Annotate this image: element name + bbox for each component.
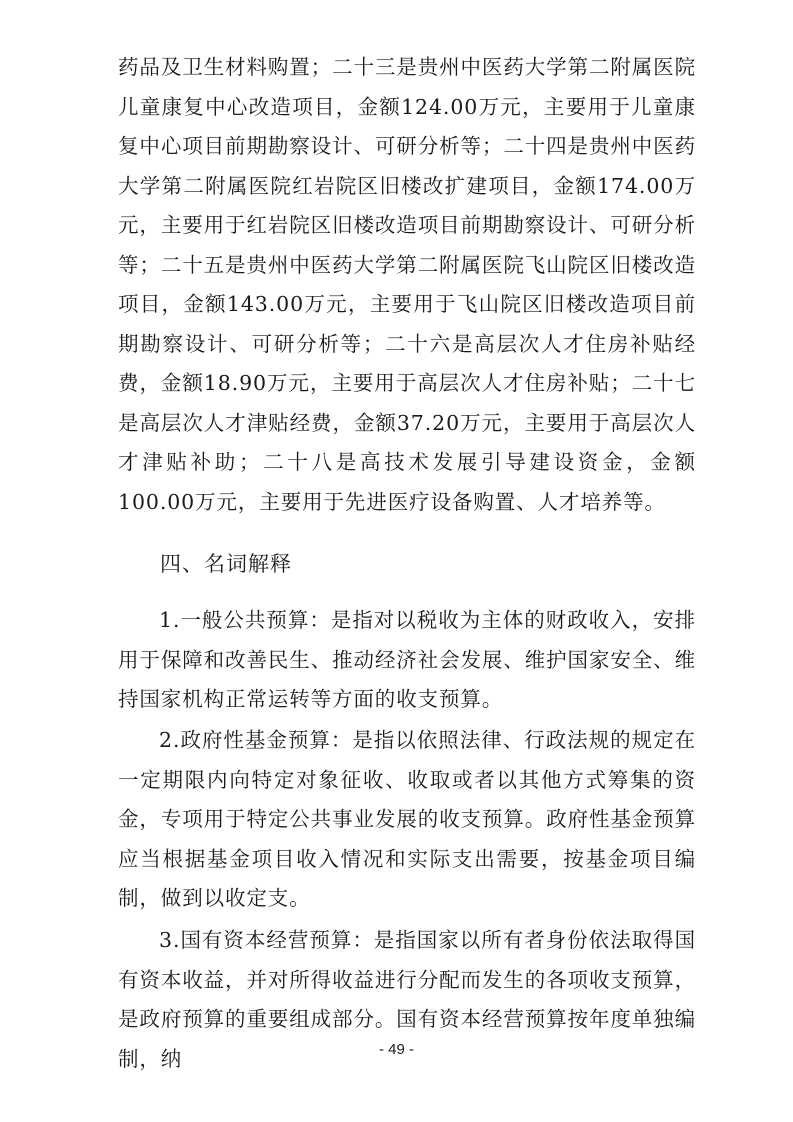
definition-paragraph-general-budget: 1.一般公共预算：是指对以税收为主体的财政收入，安排用于保障和改善民生、推动经济社会发展、维护国家安全、维持国家机构正常运转等方面的收支预算。 xyxy=(118,608,696,711)
continuation-paragraph: 药品及卫生材料购置；二十三是贵州中医药大学第二附属医院儿童康复中心改造项目，金额124.00万元，主要用于儿童康复中心项目前期勘察设计、可研分析等；二十四是贵州中医药大学第二附属医院红岩院区旧楼改扩建项目，金额174.00万元，主要用于红岩院区旧楼改造项目前期勘察设计、可研分析等；二十五是贵州中医药大学第二附属医院飞山院区旧楼改造项目，金额143.00万元，主要用于飞山院区旧楼改造项目前期勘察设计、可研分析等；二十六是高层次人才住房补贴经费，金额18.90万元，主要用于高层次人才住房补贴；二十七是高层次人才津贴经费，金额37.20万元，主要用于高层次人才津贴补助；二十八是高技术发展引导建设资金，金额100.00万元，主要用于先进医疗设备购置、人才培养等。 xyxy=(118,55,696,514)
section-heading: 四、名词解释 xyxy=(160,552,292,576)
definition-paragraph-state-capital-budget: 3.国有资本经营预算：是指国家以所有者身份依法取得国有资本收益，并对所得收益进行分配而发生的各项收支预算，是政府预算的重要组成部分。国有资本经营预算按年度单独编制，纳 xyxy=(118,928,696,1071)
definition-paragraph-government-fund-budget: 2.政府性基金预算：是指以依照法律、行政法规的规定在一定期限内向特定对象征收、收取或者以其他方式筹集的资金，专项用于特定公共事业发展的收支预算。政府性基金预算应当根据基金项目收入情况和实际支出需要，按基金项目编制，做到以收定支。 xyxy=(118,728,696,910)
page-number: - 49 - xyxy=(378,1041,414,1058)
